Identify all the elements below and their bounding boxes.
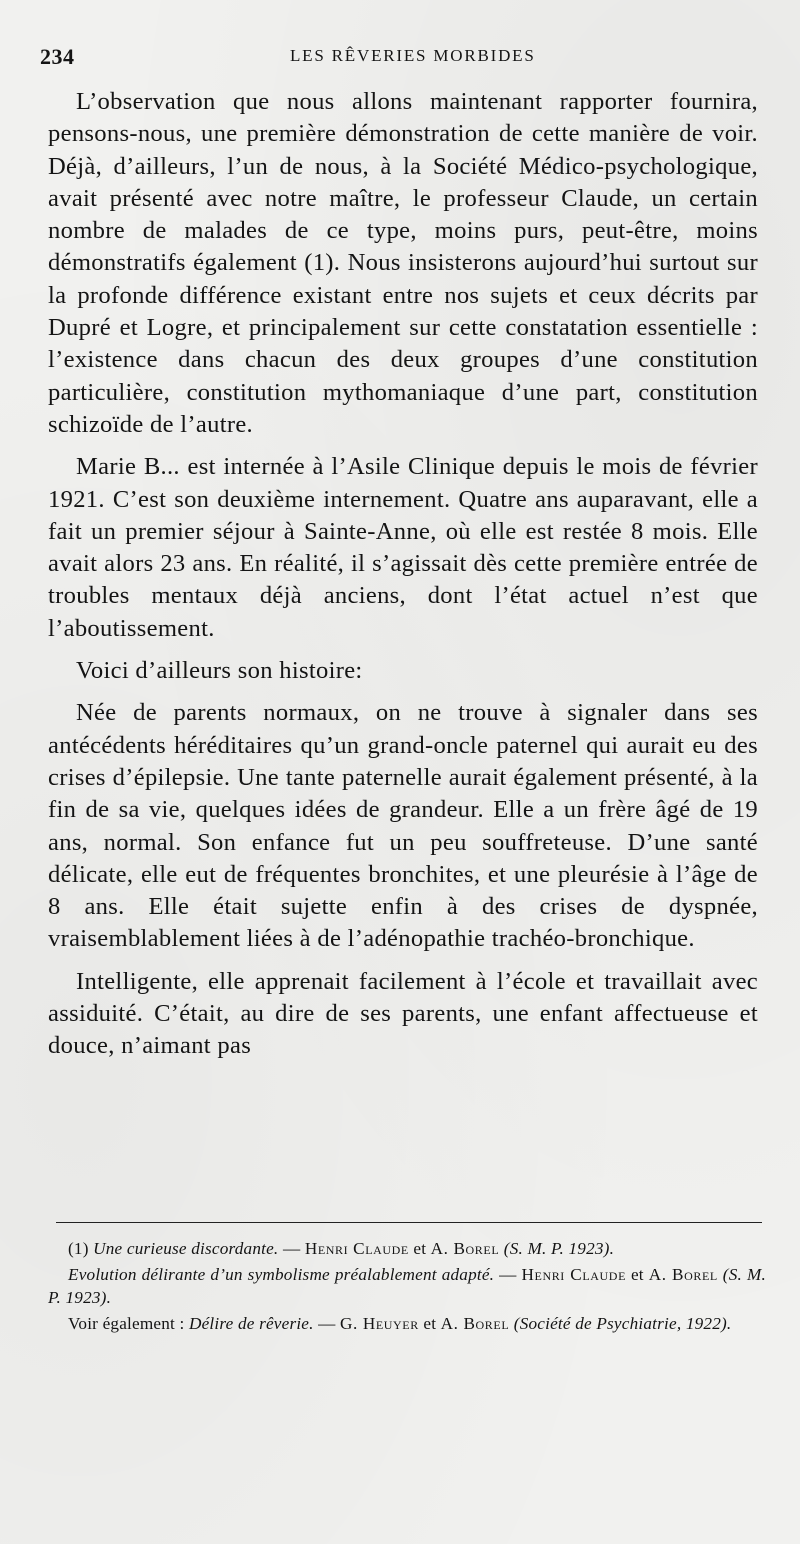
page-header <box>40 40 760 72</box>
footnote-title: Evolution délirante d’un symbolisme préalablement adapté. <box>68 1265 495 1285</box>
footnote-source: (S. M. P. 1923). <box>503 1239 615 1258</box>
footnote-author: Henri Claude <box>521 1265 626 1285</box>
footnote-lead: Voir également : <box>68 1314 185 1334</box>
footnote-conjunction: et <box>423 1314 437 1334</box>
footnote-author: G. Heuyer <box>340 1314 419 1334</box>
footnotes <box>48 1238 766 1340</box>
footnote-divider <box>56 1222 762 1223</box>
paragraph-observation: L’observation que nous allons maintenant rapporter fournira, pensons-nous, une première démonstration de cette manière de voir. Déjà, d’ailleurs, l’un de nous, à la Société Médico-psychologique, avait présenté avec notre maître, le professeur Claude, un certain nombre de malades de ce type, moins purs, peut-être, moins démonstratifs également (1). Nous insisterons aujourd’hui surtout sur la profonde différence existant entre nos sujets et ceux décrits par Dupré et Logre, et principalement sur cette constatation essentielle : l’existence dans chacun des deux groupes d’une constitution particulière, constitution mythomaniaque d’une part, constitution schizoïde de l’autre. <box>48 88 758 438</box>
footnote-source: (S. M. P. 1923). <box>48 1265 766 1307</box>
footnote-separator: — <box>499 1265 517 1285</box>
paragraph-antecedents: Née de parents normaux, on ne trouve à signaler dans ses antécédents héréditaires qu’un grand-oncle paternel qui aurait eu des crises d’épilepsie. Une tante paternelle aurait également présenté, à la fin de sa vie, quelques idées de grandeur. Elle a un frère âgé de 19 ans, normal. Son enfance fut un peu souffreteuse. D’une santé délicate, elle eut de fréquentes bronchites, et une pleurésie à l’âge de 8 ans. Elle était sujette enfin à des crises de dyspnée, vraisemblablement liées à de l’adénopathie trachéo-bronchique. <box>48 699 758 953</box>
paragraph-intelligente: Intelligente, elle apprenait facilement à l’école et travaillait avec assiduité. C’était, au dire de ses parents, une enfant affectueuse et douce, n’aimant pas <box>48 967 758 1060</box>
paragraph-histoire: Voici d’ailleurs son histoire: <box>76 657 363 685</box>
footnote-3 <box>48 1313 766 1335</box>
page-number: 234 <box>40 44 75 69</box>
footnote-title: Délire de rêverie. <box>188 1314 314 1334</box>
running-title: LES RÊVERIES MORBIDES <box>290 46 536 65</box>
footnote-separator: — <box>282 1239 301 1258</box>
footnote-author: A. Borel <box>440 1314 510 1334</box>
footnote-marker: (1) <box>68 1239 89 1258</box>
footnote-2 <box>48 1264 766 1309</box>
footnote-author: A. Borel <box>430 1239 500 1258</box>
footnote-author: A. Borel <box>648 1265 718 1285</box>
footnote-conjunction: et <box>630 1265 644 1285</box>
body-text <box>48 86 758 1063</box>
paragraph-marie-b: Marie B... est internée à l’Asile Clinique depuis le mois de février 1921. C’est son deuxième internement. Quatre ans auparavant, elle a fait un premier séjour à Sainte-Anne, où elle est restée 8 mois. Elle avait alors 23 ans. En réalité, il s’agissait dès cette première entrée de troubles mentaux déjà anciens, dont l’état actuel n’est que l’aboutissement. <box>48 453 758 642</box>
footnote-author: Henri Claude <box>304 1239 409 1258</box>
footnote-title: Une curieuse discordante. <box>93 1239 279 1258</box>
footnote-separator: — <box>318 1314 336 1334</box>
footnote-conjunction: et <box>413 1239 427 1258</box>
footnote-1 <box>48 1238 766 1260</box>
footnote-source: (Société de Psychiatrie, 1922). <box>513 1314 732 1334</box>
